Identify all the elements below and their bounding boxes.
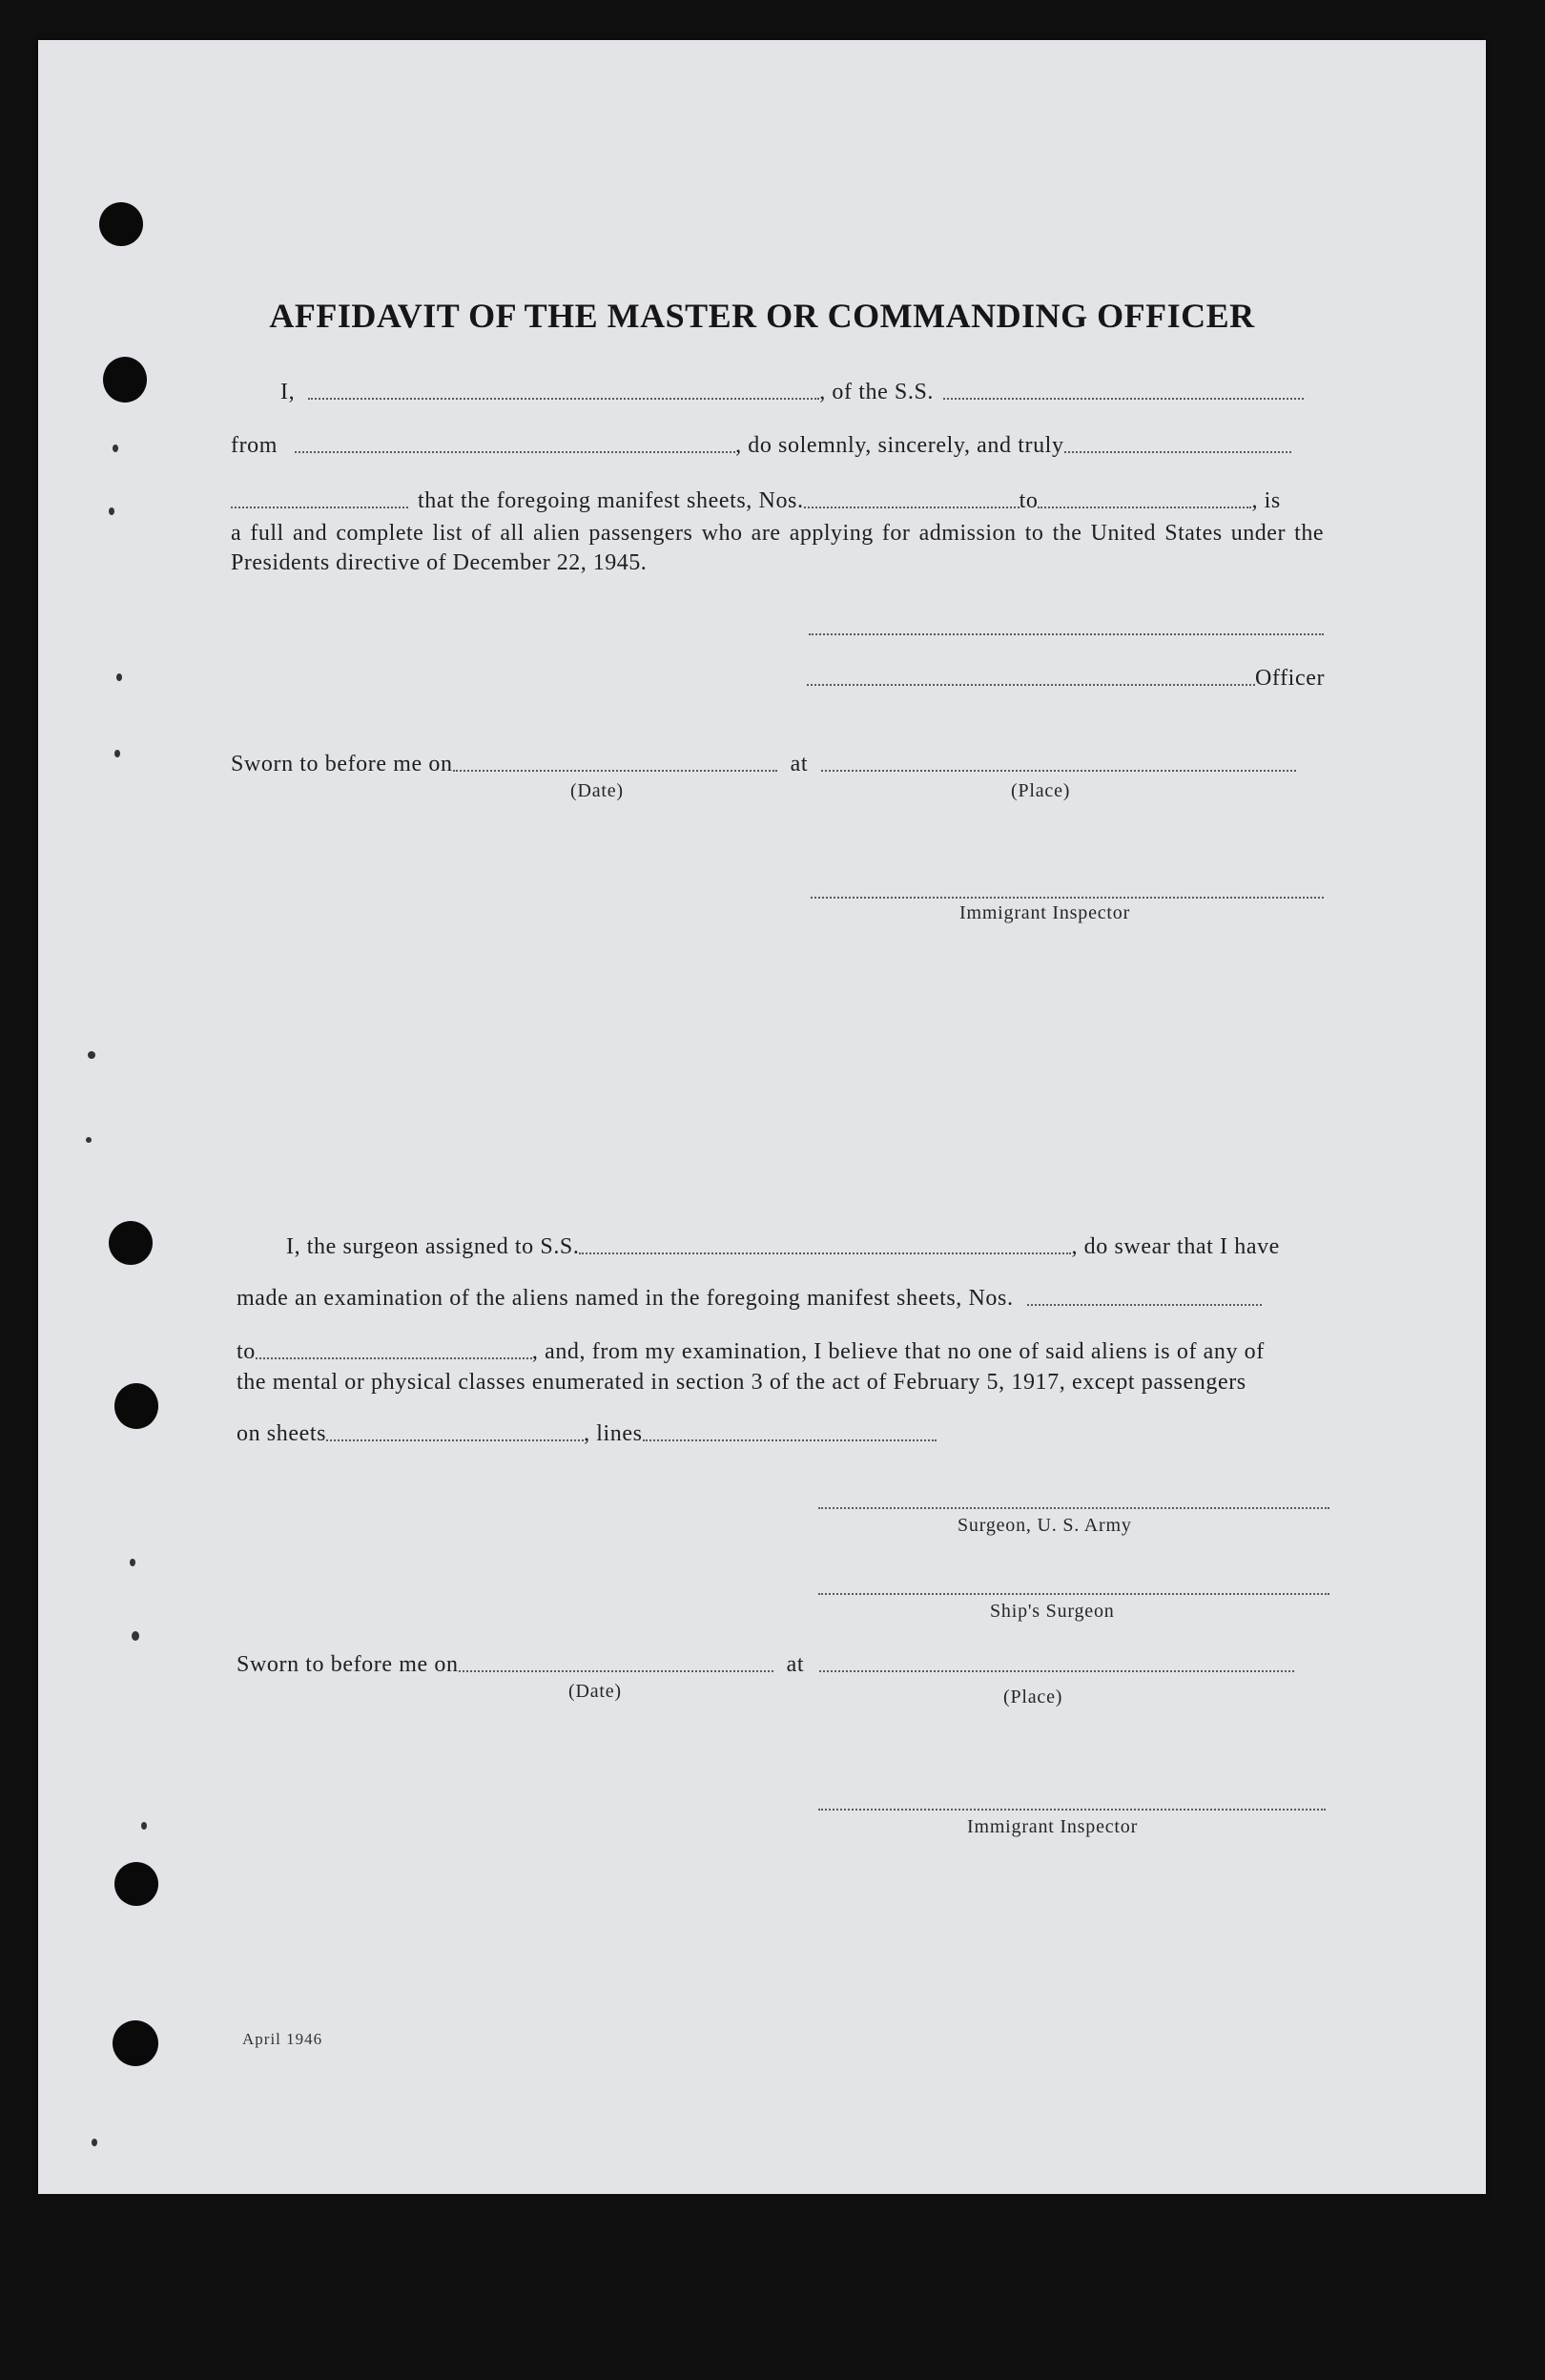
affidavit-line-2: from , do solemnly, sincerely, and truly	[231, 433, 1291, 459]
ship-surgeon-caption: Ship's Surgeon	[990, 1601, 1115, 1622]
surgeon-inspector-signature-line[interactable]	[818, 1809, 1326, 1811]
surgeon-sheets-field[interactable]	[1027, 1304, 1262, 1306]
punch-hole	[103, 357, 147, 403]
ship-surgeon-signature-line[interactable]	[818, 1593, 1329, 1595]
speck	[130, 1559, 135, 1566]
surgeon-sheets-to-field[interactable]	[256, 1357, 532, 1359]
surgeon-line-2: made an examination of the aliens named in the foregoing manifest sheets, Nos.	[237, 1286, 1262, 1312]
form-title: AFFIDAVIT OF THE MASTER OR COMMANDING OFFICER	[269, 297, 1255, 335]
surgeon-sworn-line: Sworn to before me on at	[237, 1652, 1294, 1678]
surgeon-sworn-date-field[interactable]	[459, 1670, 773, 1672]
punch-hole	[113, 2020, 158, 2066]
inspector-caption: Immigrant Inspector	[959, 902, 1131, 923]
form-date: April 1946	[242, 2030, 323, 2048]
speck	[132, 1631, 139, 1641]
punch-hole	[114, 1862, 158, 1906]
sworn-date-field[interactable]	[453, 770, 777, 772]
speck	[113, 445, 118, 452]
affidavit-sworn-line: Sworn to before me on at	[231, 752, 1296, 777]
sheets-to-field[interactable]	[1038, 507, 1251, 508]
surgeon-line-4: the mental or physical classes enumerated in section 3 of the act of February 5, 1917, except passengers	[237, 1370, 1246, 1395]
speck	[109, 507, 114, 515]
affidavit-statement: a full and complete list of all alien passengers who are applying for admission to the United States under the Presidents directive of December 22, 1945.	[231, 521, 1324, 575]
sworn-place-field[interactable]	[821, 770, 1296, 772]
surgeon-line-5: on sheets , lines	[237, 1421, 937, 1447]
speck	[86, 1137, 92, 1143]
speck	[141, 1822, 147, 1830]
sheets-from-field[interactable]	[804, 507, 1020, 508]
surgeon-place-caption: (Place)	[1003, 1687, 1063, 1707]
master-signature-line[interactable]	[809, 633, 1324, 635]
oath-field[interactable]	[231, 507, 408, 508]
surgeon-ship-field[interactable]	[579, 1252, 1071, 1254]
speck	[116, 673, 122, 681]
officer-signature-line[interactable]	[807, 684, 1255, 686]
surgeon-inspector-caption: Immigrant Inspector	[967, 1816, 1139, 1837]
speck	[92, 2139, 97, 2146]
surgeon-line-1: I, the surgeon assigned to S.S. , do swear that I have	[286, 1234, 1280, 1259]
form-page	[38, 40, 1486, 2194]
name-field[interactable]	[308, 398, 819, 400]
place-caption: (Place)	[1011, 780, 1071, 801]
except-lines-field[interactable]	[643, 1439, 937, 1441]
punch-hole	[109, 1221, 153, 1265]
from-field[interactable]	[295, 451, 735, 453]
affidavit-line-3: that the foregoing manifest sheets, Nos. to , is	[231, 488, 1281, 514]
affidavit-line-1: I, , of the S.S.	[280, 380, 1304, 405]
truly-field[interactable]	[1064, 451, 1291, 453]
officer-line: Officer	[807, 666, 1325, 692]
ship-name-field[interactable]	[943, 398, 1304, 400]
punch-hole	[99, 202, 143, 246]
speck	[88, 1051, 95, 1059]
except-sheets-field[interactable]	[326, 1439, 584, 1441]
surgeon-date-caption: (Date)	[568, 1681, 622, 1702]
punch-hole	[114, 1383, 158, 1429]
date-caption: (Date)	[570, 780, 624, 801]
army-surgeon-caption: Surgeon, U. S. Army	[958, 1515, 1132, 1536]
surgeon-line-3: to , and, from my examination, I believe that no one of said aliens is of any of	[237, 1339, 1265, 1364]
army-surgeon-signature-line[interactable]	[818, 1507, 1329, 1509]
inspector-signature-line[interactable]	[811, 897, 1324, 899]
speck	[114, 750, 120, 757]
surgeon-sworn-place-field[interactable]	[819, 1670, 1294, 1672]
